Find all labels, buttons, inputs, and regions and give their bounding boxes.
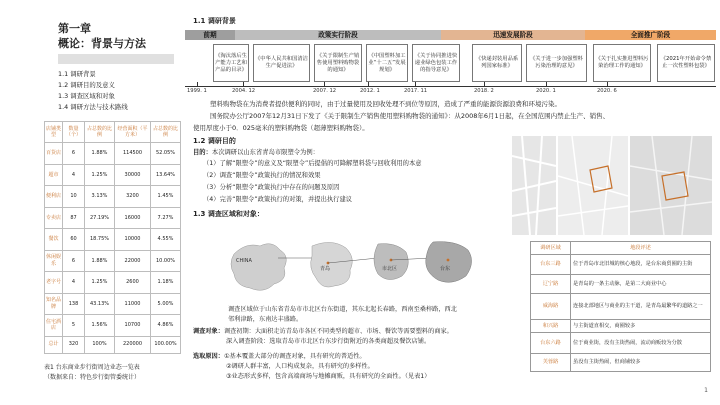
toc-item[interactable]: 1.1 调研背景 — [58, 70, 96, 78]
phase-growth: 迅速发展阶段 — [441, 30, 585, 40]
table-row — [45, 186, 181, 208]
toc-item[interactable]: 1.2 调研目的及意义 — [58, 81, 115, 89]
timeline-events — [213, 44, 716, 84]
section-heading-area: 1.3 调查区域和对象： — [193, 210, 264, 218]
section-heading-background: 1.1 调研背景 — [193, 17, 236, 25]
timeline-year: 2017. 11 — [404, 88, 428, 94]
purpose-intro: 本次调研以山东省青岛市限塑令为例： — [211, 149, 319, 156]
shop-stats-table — [44, 121, 181, 354]
area-description-table — [530, 241, 711, 372]
table-row — [531, 294, 711, 320]
table-cell: 60 — [63, 229, 85, 251]
table-cell: 4.86% — [151, 315, 181, 337]
table-row — [45, 229, 181, 251]
area-description-line: 邻利津路，东南达丰盛路。 — [228, 315, 303, 323]
table-row — [531, 255, 711, 275]
timeline-year: 2004. 12 — [232, 88, 256, 94]
shop-type-cell: 专卖店 — [45, 207, 63, 229]
shop-type-cell: 知名品牌 — [45, 293, 63, 315]
table-cell: 13.64% — [151, 164, 181, 186]
timeline-event: 《关于进一步加强塑料污染治理的意见》 — [526, 44, 587, 82]
timeline-axis — [185, 86, 716, 87]
table-cell: 10000 — [115, 229, 151, 251]
toc-item[interactable]: 1.3 调查区域和对象 — [58, 92, 115, 100]
table-caption-source: （数据来自：特色步行街管委统计） — [44, 374, 141, 381]
table-header: 数量（个） — [63, 122, 85, 143]
road-name-cell: 威海路 — [531, 294, 571, 320]
table-caption — [44, 363, 194, 383]
timeline-event: 《2021年开始命令禁止一次性塑料包袋》 — [657, 44, 715, 82]
table-cell: 10 — [63, 186, 85, 208]
table-cell: 6 — [63, 143, 85, 165]
phase-policy: 政策实行阶段 — [235, 30, 441, 40]
table-cell: 11000 — [115, 293, 151, 315]
shop-type-cell: 老字号 — [45, 272, 63, 294]
shop-type-cell: 住宅酒店 — [45, 315, 63, 337]
table-cell: 1.88% — [85, 143, 115, 165]
timeline-tick — [197, 82, 198, 87]
qingdao-shape — [311, 242, 353, 287]
timeline-year: 2007. 12 — [313, 88, 337, 94]
map-label: 台东 — [440, 266, 451, 272]
table-cell: 1.45% — [151, 186, 181, 208]
table-header: 店铺类型 — [45, 122, 63, 143]
taidong-marker — [447, 259, 450, 262]
table-row — [45, 143, 181, 165]
area-description — [228, 305, 526, 324]
table-cell: 3.13% — [85, 186, 115, 208]
purpose-item: （2）调查“限塑令”政策执行的情况和效果 — [203, 172, 321, 179]
survey-object-label: 调查对象： — [193, 328, 224, 335]
timeline-phase-bar — [185, 30, 716, 40]
selection-reason: ②调研人群丰富，人口构成复杂，具有研究的多样性。 — [226, 363, 374, 370]
china-shape — [231, 244, 286, 291]
road-description-cell: 位于商业街，没有主街热闹，流动商贩较为分散 — [571, 333, 711, 354]
table-cell: 43.13% — [85, 293, 115, 315]
table-total-row — [45, 336, 181, 353]
timeline-tick — [243, 82, 244, 87]
table-row — [45, 164, 181, 186]
table-cell: 4 — [63, 272, 85, 294]
table-cell: 1.25% — [85, 164, 115, 186]
table-cell: 4 — [63, 164, 85, 186]
table-cell: 2600 — [115, 272, 151, 294]
table-cell: 1.18% — [151, 272, 181, 294]
timeline-year: 2012. 1 — [360, 88, 380, 94]
selection-reason: ③业态形式多样，包含高端商场与地摊商贩，具有研究的全面性。（见表1） — [226, 373, 431, 380]
table-cell: 5.00% — [151, 293, 181, 315]
timeline-year: 1999. 1 — [187, 88, 207, 94]
purpose-item: （3）分析“限塑令”政策执行中存在的问题及原因 — [203, 184, 340, 191]
table-row — [45, 293, 181, 315]
table-header: 占总数的比例 — [85, 122, 115, 143]
purpose-intro-line — [193, 148, 513, 158]
timeline-year: 2020. 6 — [597, 88, 617, 94]
timeline-tick — [415, 82, 416, 87]
table-cell: 7.27% — [151, 207, 181, 229]
map-label: 青岛 — [320, 266, 331, 272]
table-caption-title: 表1 台东商业步行街周边业态一览表 — [44, 364, 140, 371]
shop-type-cell: 便利店 — [45, 186, 63, 208]
table-cell: 1.56% — [85, 315, 115, 337]
table-of-contents — [58, 69, 178, 113]
total-cell: 220000 — [115, 336, 151, 353]
table-cell: 6 — [63, 250, 85, 272]
table-cell: 52.05% — [151, 143, 181, 165]
road-description-cell: 位于青岛市北旧城的核心地段，是台东商贸圈的主街 — [571, 255, 711, 275]
table-header: 经营面积（平方米） — [115, 122, 151, 143]
chapter-title: 概论：背景与方法 — [58, 37, 146, 50]
timeline-tick — [324, 82, 325, 87]
shop-type-cell: 百货店 — [45, 143, 63, 165]
chapter-number: 第一章 — [58, 22, 91, 35]
timeline-event: 《快递封装用品系列国家标准》 — [472, 44, 522, 82]
table-row — [45, 250, 181, 272]
table-cell: 1.88% — [85, 250, 115, 272]
road-name-cell: 辽宁路 — [531, 275, 571, 294]
survey-object-deep: 深入调查阶段：选取青岛市市北区台东步行街附近的各类商超及餐饮店铺。 — [226, 337, 431, 345]
table-cell: 30000 — [115, 164, 151, 186]
timeline-tick — [368, 82, 369, 87]
map-label: CHINA — [236, 258, 252, 264]
total-cell: 总计 — [45, 336, 63, 353]
road-description-cell: 与主街道直相交，商圈较多 — [571, 320, 711, 333]
table-header: 地段评述 — [571, 242, 711, 255]
shop-type-cell: 超市 — [45, 164, 63, 186]
table-row — [45, 207, 181, 229]
background-paragraph-1: 塑料购物袋在为消费者提供便利的同时，由于过量使用及回收处理不到位等原因，造成了严重的能源资源浪费和环境污染。 — [210, 100, 561, 108]
table-cell: 22000 — [115, 250, 151, 272]
table-cell: 114500 — [115, 143, 151, 165]
timeline-event: 《中华人民共和国清洁生产促进法》 — [253, 44, 310, 82]
purpose-label: 目的： — [193, 149, 212, 156]
shibei-shape — [374, 244, 408, 280]
timeline-event: 《淘汰落后生产能力工艺和产品的目录》 — [213, 44, 249, 82]
survey-object-initial: 调查初期：大面积走访青岛市各区不同类型的超市、市场、餐饮等需要塑料的商家。 — [223, 328, 453, 335]
background-paragraph-3: 使用厚度小于0．025毫米的塑料购物袋（超薄塑料购物袋）。 — [193, 124, 369, 132]
timeline-event: 《关于协同推进快递业绿色包装工作的指导意见》 — [412, 44, 460, 82]
purpose-item: （4）完善“限塑令”政策执行的对策，并提出执行建议 — [203, 196, 353, 203]
selection-reasons — [193, 352, 525, 382]
phase-full: 全面推广阶段 — [585, 30, 716, 40]
selection-label: 选取原因： — [193, 353, 224, 360]
taidong-shape — [426, 242, 472, 283]
table-header: 调研区域 — [531, 242, 571, 255]
table-row — [531, 354, 711, 372]
phase-early: 前期 — [185, 30, 235, 40]
survey-object-line-1 — [193, 327, 525, 337]
road-name-cell: 和兴路 — [531, 320, 571, 333]
timeline-tick — [484, 82, 485, 87]
timeline-tick — [546, 82, 547, 87]
table-cell: 16000 — [115, 207, 151, 229]
road-description-cell: 是青岛的一条主动脉，是第二大商业中心 — [571, 275, 711, 294]
table-row — [531, 333, 711, 354]
selection-reason: ①基本覆盖大部分的调查对象，具有研究的普适性。 — [223, 353, 366, 360]
toc-item[interactable]: 1.4 调研方法与技术路线 — [58, 103, 128, 111]
table-cell: 87 — [63, 207, 85, 229]
timeline-year: 2020. 1 — [536, 88, 556, 94]
table-cell: 18.75% — [85, 229, 115, 251]
background-paragraph-2: 国务院办公厅2007年12月31日下发了《关于限制生产销售使用塑料购物袋的通知》：从2008年6月1日起，在全国范围内禁止生产、销售、 — [210, 112, 610, 120]
timeline-event: 《关于扎实推进塑料污染治理工作的通知》 — [593, 44, 651, 82]
table-row — [45, 315, 181, 337]
map-label: 市北区 — [382, 266, 398, 272]
road-name-cell: 台东三路 — [531, 255, 571, 275]
road-description-cell: 虽没有主街热闹，但商铺较多 — [571, 354, 711, 372]
page-number: 1 — [704, 387, 708, 395]
timeline-event: 《中国塑料加工业“十二五”发展规划》 — [366, 44, 408, 82]
road-description-cell: 连接北部地区与商业的主干道，是青岛最繁华的道路之一 — [571, 294, 711, 320]
table-cell: 10.00% — [151, 250, 181, 272]
timeline-event: 《关于限制生产销售使用塑料购物袋的通知》 — [314, 44, 362, 82]
total-cell: 100% — [85, 336, 115, 353]
survey-object — [193, 327, 525, 346]
section-heading-purpose: 1.2 调研目的 — [193, 137, 236, 145]
total-cell: 100.00% — [151, 336, 181, 353]
shop-type-cell: 休闲娱乐 — [45, 250, 63, 272]
table-header: 占总数的比例 — [151, 122, 181, 143]
table-cell: 10700 — [115, 315, 151, 337]
table-row — [45, 272, 181, 294]
district-map-photo — [630, 136, 712, 235]
table-row — [531, 320, 711, 333]
total-cell: 320 — [63, 336, 85, 353]
shop-type-cell: 餐饮 — [45, 229, 63, 251]
table-cell: 5 — [63, 315, 85, 337]
timeline-tick — [607, 82, 608, 87]
table-row — [531, 275, 711, 294]
table-cell: 4.55% — [151, 229, 181, 251]
timeline-year: 2018. 2 — [474, 88, 494, 94]
chapter-divider-bar — [58, 54, 174, 64]
site-photos — [512, 136, 712, 235]
table-cell: 138 — [63, 293, 85, 315]
road-name-cell: 台东六路 — [531, 333, 571, 354]
table-cell: 3200 — [115, 186, 151, 208]
area-description-line: 调查区域位于山东省青岛市市北区台东街道，其东北起长春路，西南至桑梓路，西北 — [228, 306, 457, 313]
road-name-cell: 芙蓉路 — [531, 354, 571, 372]
table-cell: 27.19% — [85, 207, 115, 229]
purpose-item: （1）了解“限塑令”的意义及“限塑令”后提倡的可降解塑料袋与回收利用的本意 — [203, 160, 422, 167]
table-cell: 1.25% — [85, 272, 115, 294]
location-map — [228, 236, 502, 298]
selection-reason-line — [193, 352, 525, 362]
